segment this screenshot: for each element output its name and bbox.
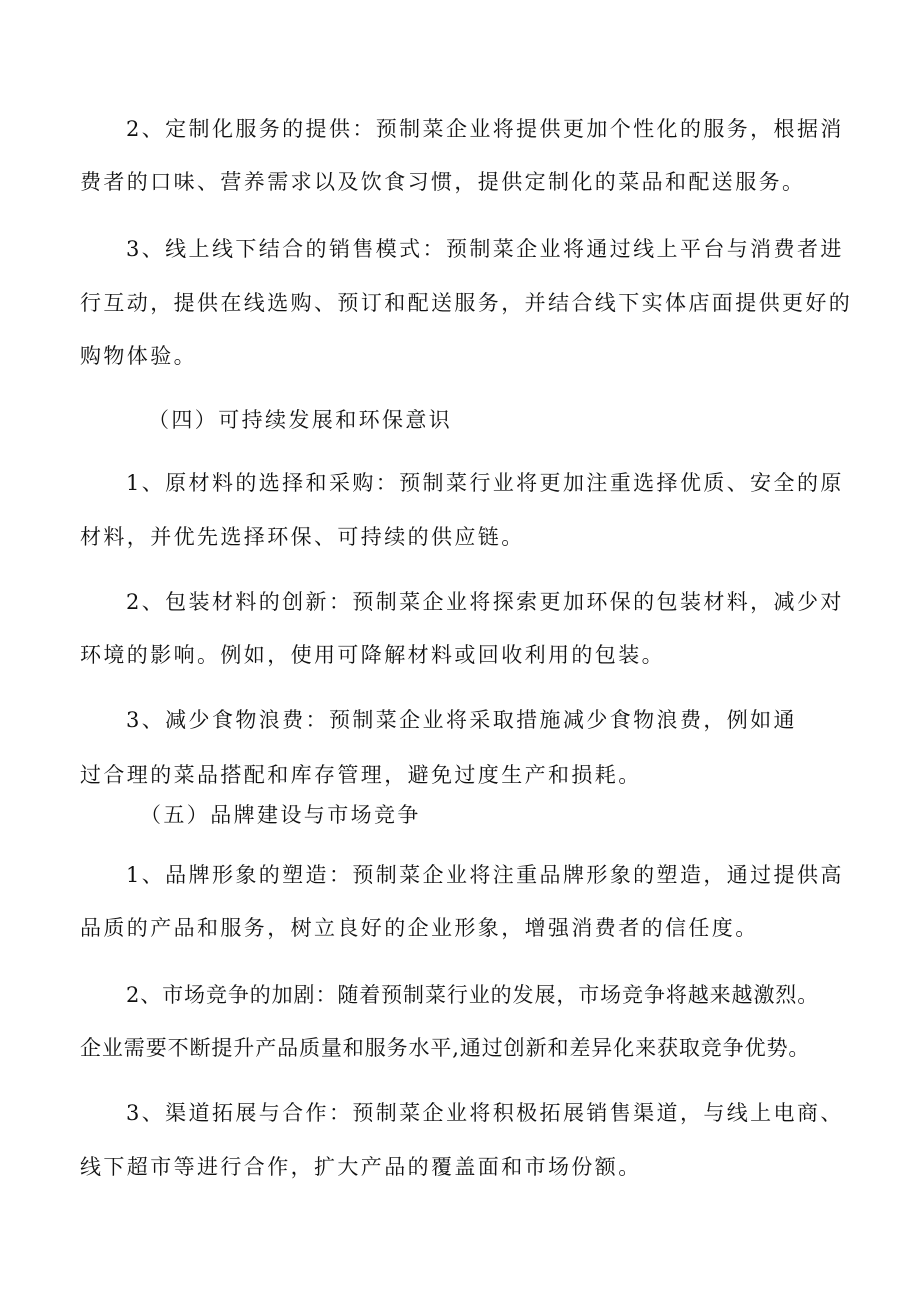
paragraph-1-line-2: 费者的口味、营养需求以及饮食习惯，提供定制化的菜品和配送服务。 xyxy=(80,170,806,194)
paragraph-7-line-1: 2、市场竞争的加剧：随着预制菜行业的发展，市场竞争将越来越激烈。 xyxy=(126,983,820,1007)
paragraph-1-line-1: 2、定制化服务的提供：预制菜企业将提供更加个性化的服务，根据消 xyxy=(126,117,844,141)
paragraph-5-line-1: 3、减少食物浪费：预制菜企业将采取措施减少食物浪费，例如通 xyxy=(126,708,797,732)
paragraph-8-line-1: 3、渠道拓展与合作：预制菜企业将积极拓展销售渠道，与线上电商、 xyxy=(126,1101,844,1125)
paragraph-2-line-1: 3、线上线下结合的销售模式：预制菜企业将通过线上平台与消费者进 xyxy=(126,237,844,261)
paragraph-2-line-3: 购物体验。 xyxy=(80,344,197,368)
paragraph-2-line-2: 行互动，提供在线选购、预订和配送服务，并结合线下实体店面提供更好的 xyxy=(80,291,853,315)
paragraph-6-line-2: 品质的产品和服务，树立良好的企业形象，增强消费者的信任度。 xyxy=(80,916,759,940)
section-heading-4: （四）可持续发展和环保意识 xyxy=(148,408,453,432)
paragraph-3-line-2: 材料，并优先选择环保、可持续的供应链。 xyxy=(80,525,525,549)
section-heading-5: （五）品牌建设与市场竞争 xyxy=(140,803,421,827)
paragraph-4-line-1: 2、包装材料的创新：预制菜企业将探索更加环保的包装材料，减少对 xyxy=(126,590,844,614)
paragraph-4-line-2: 环境的影响。例如，使用可降解材料或回收利用的包装。 xyxy=(80,643,665,667)
paragraph-6-line-1: 1、品牌形象的塑造：预制菜企业将注重品牌形象的塑造，通过提供高 xyxy=(126,863,844,887)
paragraph-7-line-2: 企业需要不断提升产品质量和服务水平,通过创新和差异化来获取竞争优势。 xyxy=(80,1036,811,1060)
paragraph-8-line-2: 线下超市等进行合作，扩大产品的覆盖面和市场份额。 xyxy=(80,1155,642,1179)
paragraph-3-line-1: 1、原材料的选择和采购：预制菜行业将更加注重选择优质、安全的原 xyxy=(126,471,844,495)
paragraph-5-line-2: 过合理的菜品搭配和库存管理，避免过度生产和损耗。 xyxy=(80,763,642,787)
